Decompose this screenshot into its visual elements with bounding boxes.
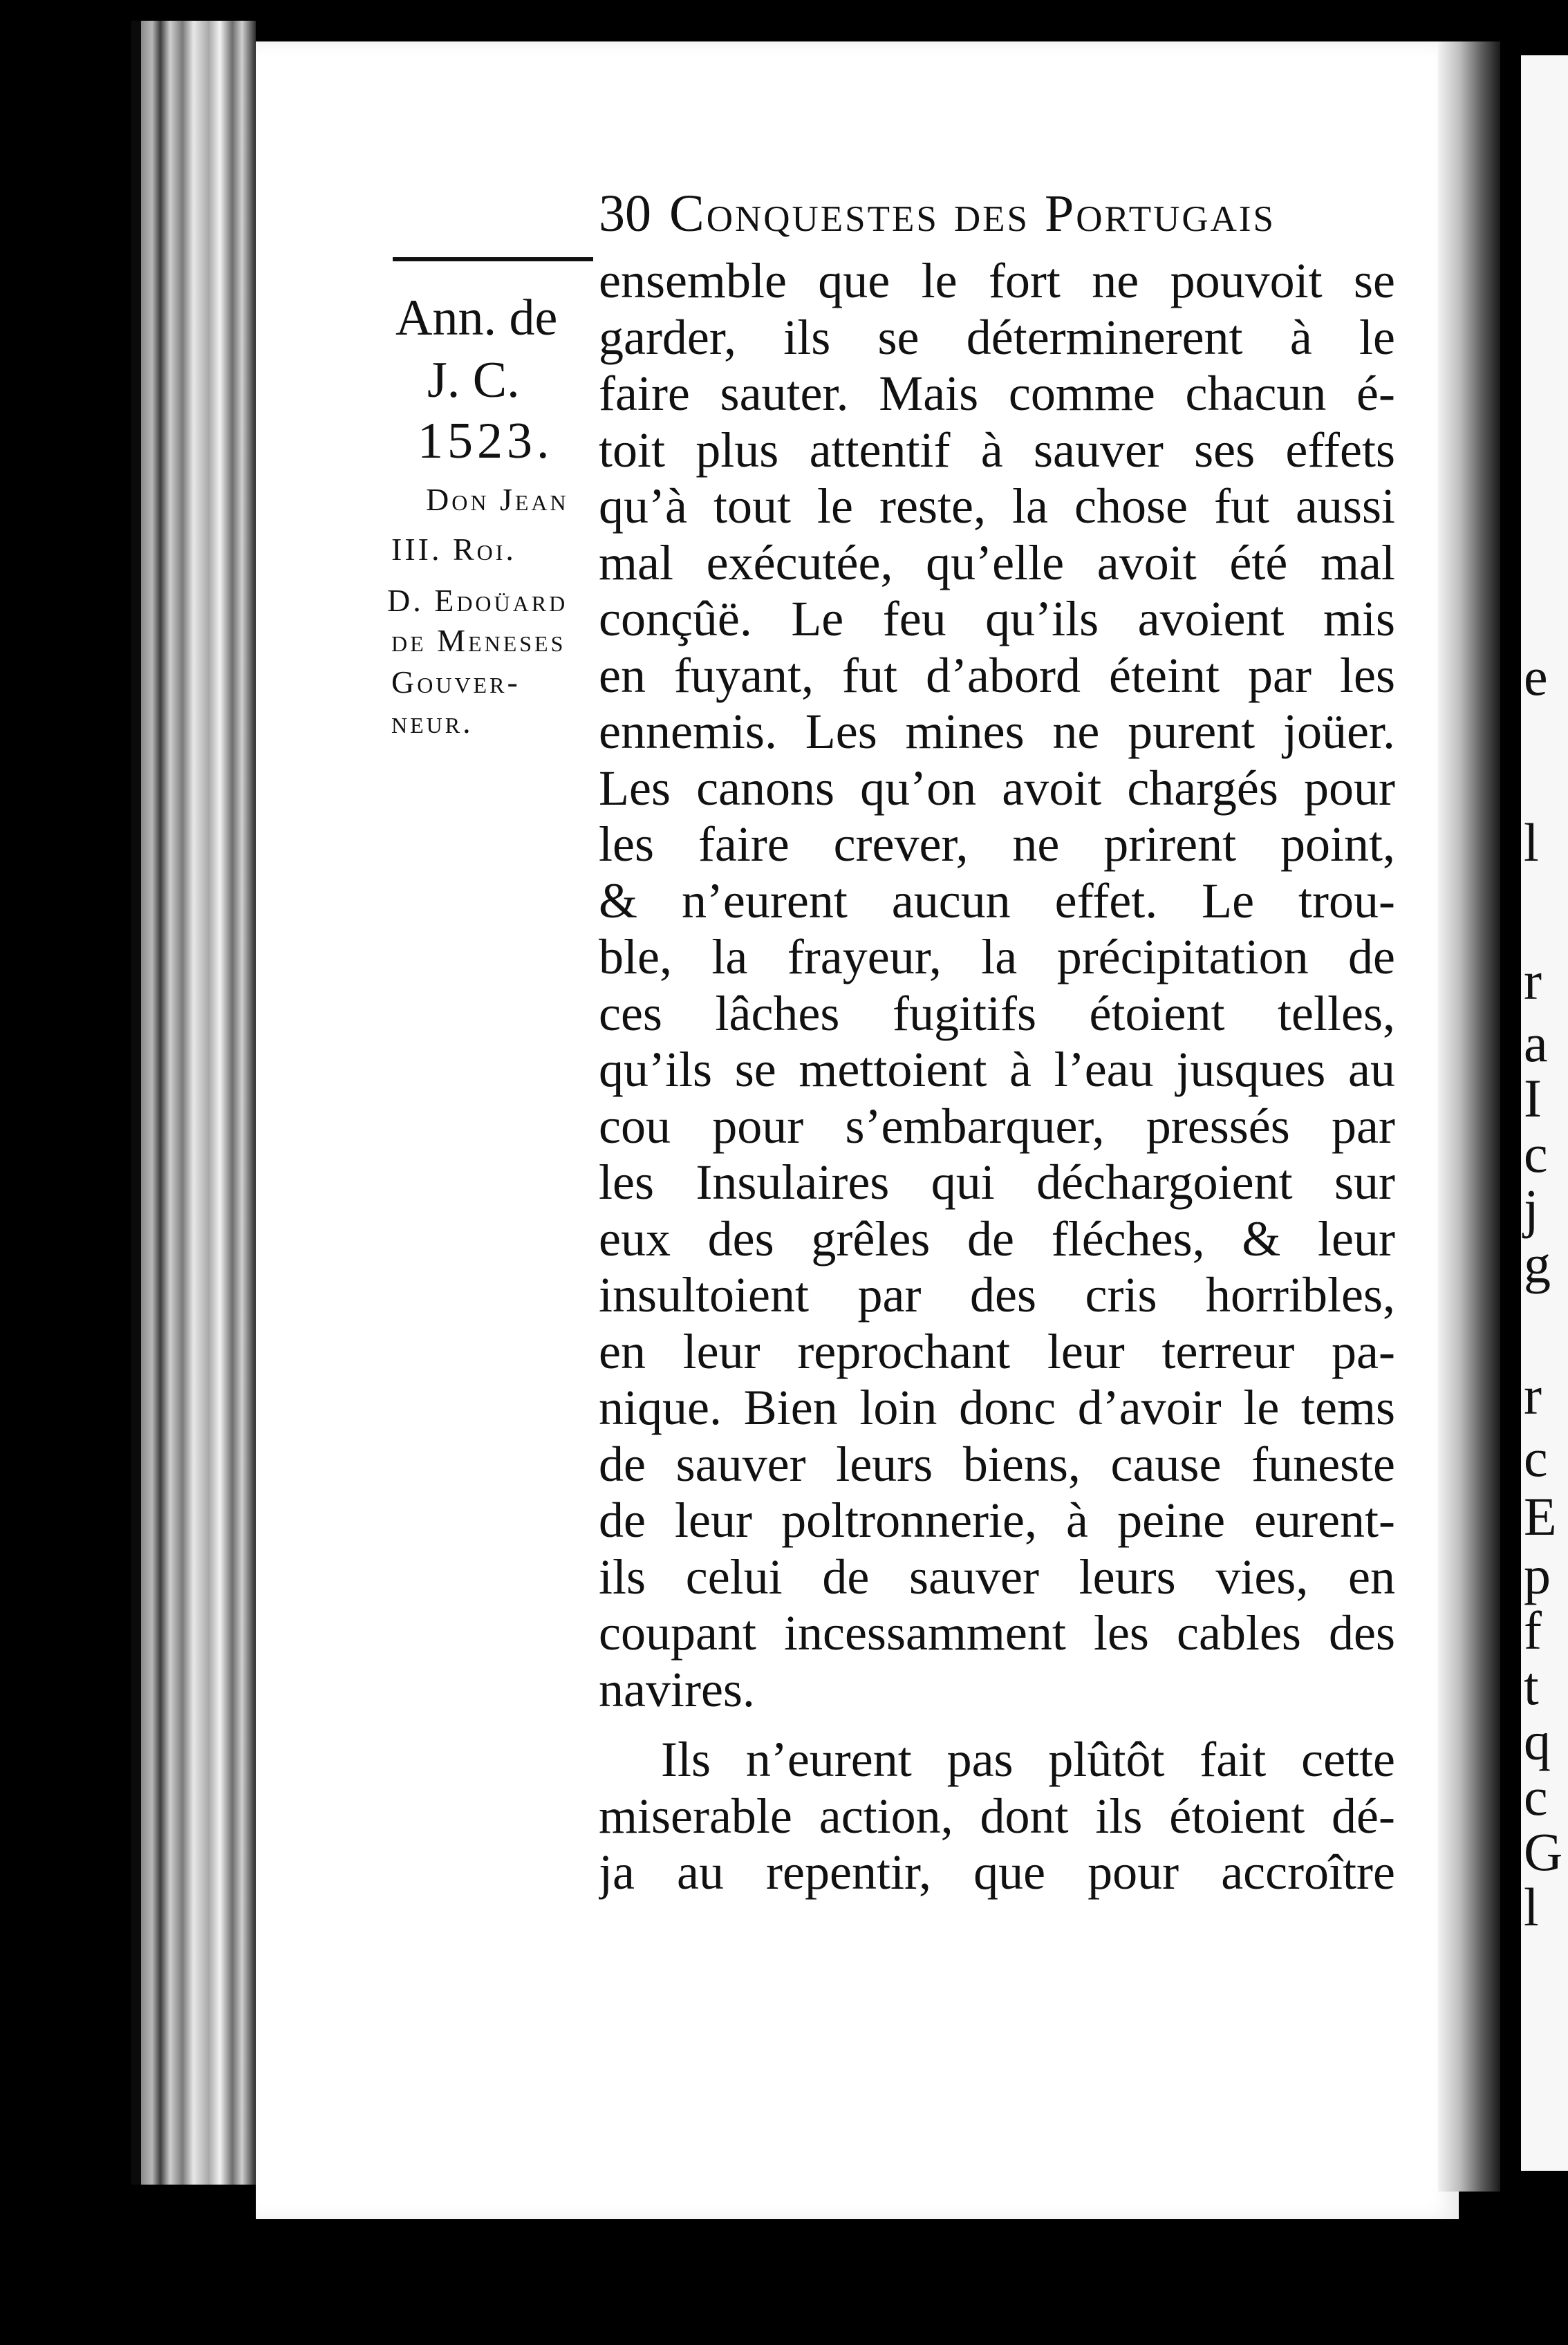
text-line: ils celui de sauver leurs vies, en: [599, 1549, 1395, 1605]
margin-note-edouard: D. Edoüard: [387, 583, 568, 618]
text-line: conçûë. Le feu qu’ils avoient mis: [599, 591, 1395, 646]
body-text: [599, 253, 1395, 1901]
text-line: insultoient par des cris horribles,: [599, 1267, 1395, 1323]
facing-letter: c: [1524, 1123, 1548, 1184]
text-line: de sauver leurs biens, cause funeste: [599, 1436, 1395, 1492]
text-line: ble, la frayeur, la précipitation de: [599, 929, 1395, 984]
facing-letter: l: [1524, 1877, 1539, 1937]
facing-letter: l: [1524, 812, 1539, 872]
text-line: Les canons qu’on avoit chargés pour: [599, 760, 1395, 816]
text-line: navires.: [599, 1661, 755, 1717]
facing-letter: G: [1524, 1822, 1563, 1882]
running-title: Conquestes des Portugais: [669, 185, 1276, 243]
margin-note-don-jean: Don Jean: [426, 482, 569, 517]
text-line: nique. Bien loin donc d’avoir le tems: [599, 1380, 1395, 1435]
text-line: ensemble que le fort ne pouvoit se: [599, 253, 1395, 308]
margin-note-gouver: Gouver-: [391, 664, 521, 700]
text-line: qu’à tout le reste, la chose fut aussi: [599, 478, 1395, 534]
facing-letter: r: [1524, 1365, 1542, 1426]
margin-note-roi: III. Roi.: [391, 532, 516, 567]
text-line: les Insulaires qui déchargoient sur: [599, 1155, 1395, 1210]
facing-letter: j: [1524, 1179, 1539, 1239]
text-line: garder, ils se déterminerent à le: [599, 309, 1395, 365]
text-line: qu’ils se mettoient à l’eau jusques au: [599, 1042, 1395, 1097]
text-line: faire sauter. Mais comme chacun é-: [599, 366, 1395, 421]
text-line: coupant incessamment les cables des: [599, 1605, 1395, 1661]
facing-letter: p: [1524, 1545, 1551, 1605]
facing-letter: q: [1524, 1711, 1551, 1771]
text-line: Ils n’eurent pas plûtôt fait cette: [661, 1732, 1395, 1787]
text-line: miserable action, dont ils étoient dé-: [599, 1788, 1395, 1844]
facing-letter: a: [1524, 1013, 1548, 1073]
book-edge: [131, 21, 256, 2185]
facing-page-edge: [1521, 55, 1568, 2171]
facing-letter: I: [1524, 1068, 1542, 1128]
text-line: les faire crever, ne prirent point,: [599, 816, 1395, 872]
page-number: 30: [599, 185, 651, 243]
margin-note-meneses: de Meneses: [391, 623, 566, 658]
text-line: ennemis. Les mines ne purent joüer.: [599, 704, 1395, 759]
text-line: cou pour s’embarquer, pressés par: [599, 1098, 1395, 1154]
facing-letter: t: [1524, 1656, 1539, 1716]
facing-letter: r: [1524, 951, 1542, 1011]
text-line: de leur poltronnerie, à peine eurent-: [599, 1493, 1395, 1548]
margin-note-year: 1523.: [418, 413, 554, 469]
text-line: en leur reprochant leur terreur pa-: [599, 1323, 1395, 1379]
facing-letter: f: [1524, 1600, 1542, 1661]
text-line: mal exécutée, qu’elle avoit été mal: [599, 534, 1395, 590]
margin-note-neur: neur.: [391, 704, 474, 740]
facing-letter: E: [1524, 1486, 1557, 1547]
text-line: & n’eurent aucun effet. Le trou-: [599, 872, 1395, 928]
facing-letter: c: [1524, 1766, 1548, 1827]
margin-rule: [393, 257, 593, 261]
text-line: eux des grêles de fléches, & leur: [599, 1211, 1395, 1267]
page-gutter: [1438, 41, 1500, 2192]
facing-letter: c: [1524, 1428, 1548, 1488]
margin-note-ann: Ann. de: [395, 290, 558, 346]
margin-note-jc: J. C.: [427, 352, 520, 409]
text-line: ja au repentir, que pour accroître: [599, 1844, 1395, 1900]
running-header: [599, 184, 1276, 244]
text-line: ces lâches fugitifs étoient telles,: [599, 985, 1395, 1041]
text-line: en fuyant, fut d’abord éteint par les: [599, 647, 1395, 703]
facing-letter: e: [1524, 646, 1548, 707]
text-line: toit plus attentif à sauver ses effets: [599, 422, 1395, 478]
facing-letter: g: [1524, 1234, 1551, 1294]
